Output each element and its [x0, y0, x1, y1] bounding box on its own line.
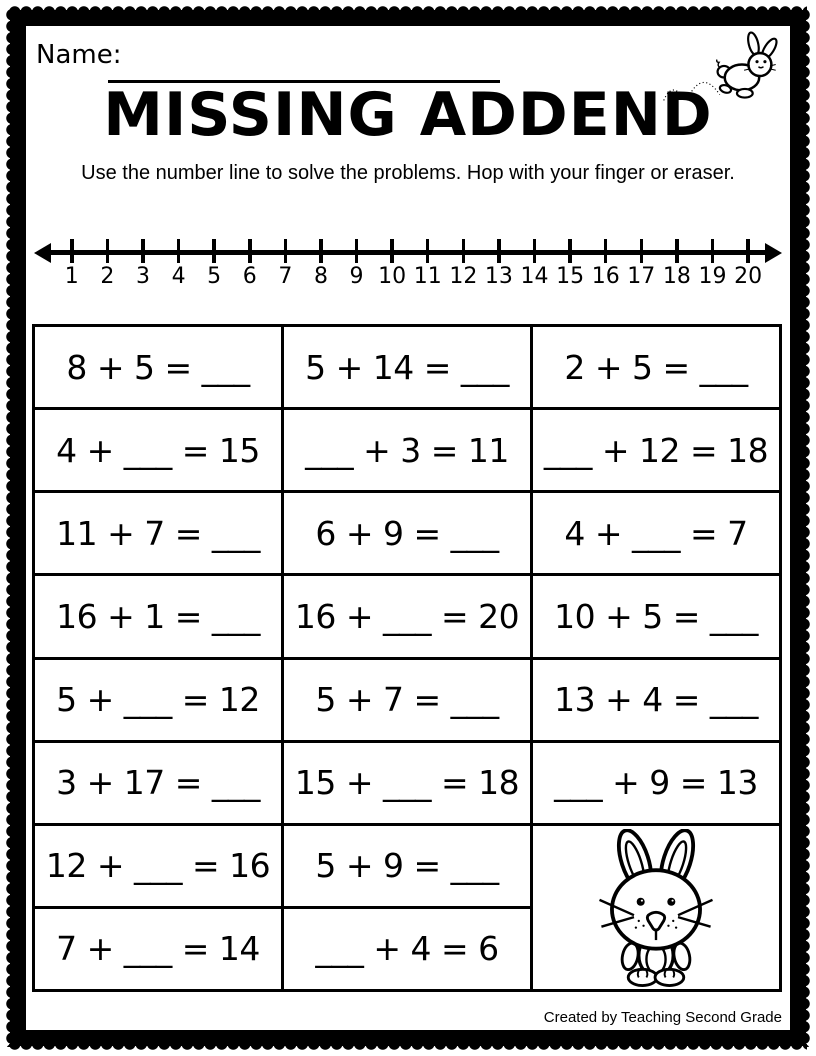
tick-4: 4: [161, 239, 197, 288]
table-row: [34, 492, 781, 575]
table-row: [34, 409, 781, 492]
worksheet-sheet: [26, 26, 790, 1030]
tick-2: 2: [90, 239, 126, 288]
problem-cell[interactable]: 15 + ___ = 18: [283, 741, 532, 824]
tick-1: 1: [54, 239, 90, 288]
tick-5: 5: [196, 239, 232, 288]
table-row: [34, 741, 781, 824]
tick-18: 18: [659, 239, 695, 288]
tick-11: 11: [410, 239, 446, 288]
tick-9: 9: [339, 239, 375, 288]
bunny-image-cell: [532, 824, 781, 990]
arrow-left-icon: [34, 243, 51, 263]
problem-cell[interactable]: 6 + 9 = ___: [283, 492, 532, 575]
credit-line: Created by Teaching Second Grade: [543, 1009, 782, 1026]
tick-8: 8: [303, 239, 339, 288]
problem-cell[interactable]: 2 + 5 = ___: [532, 326, 781, 409]
problem-cell[interactable]: 12 + ___ = 16: [34, 824, 283, 907]
problem-cell[interactable]: 3 + 17 = ___: [34, 741, 283, 824]
sitting-bunny-icon: [583, 829, 729, 987]
number-line: [34, 226, 782, 298]
table-row: [34, 824, 781, 907]
tick-3: 3: [125, 239, 161, 288]
tick-19: 19: [695, 239, 731, 288]
tick-13: 13: [481, 239, 517, 288]
tick-14: 14: [517, 239, 553, 288]
tick-17: 17: [624, 239, 660, 288]
problem-cell[interactable]: 11 + 7 = ___: [34, 492, 283, 575]
scallop-edge-left: [4, 9, 12, 1047]
scallop-edge-top: [9, 4, 807, 12]
table-row: [34, 658, 781, 741]
problem-cell[interactable]: 5 + 9 = ___: [283, 824, 532, 907]
problem-cell[interactable]: ___ + 4 = 6: [283, 907, 532, 990]
problem-cell[interactable]: 16 + 1 = ___: [34, 575, 283, 658]
scallop-edge-bottom: [9, 1044, 807, 1052]
problem-cell[interactable]: 4 + ___ = 15: [34, 409, 283, 492]
problem-cell[interactable]: 13 + 4 = ___: [532, 658, 781, 741]
tick-7: 7: [268, 239, 304, 288]
tick-12: 12: [446, 239, 482, 288]
number-line-ticks: [54, 239, 766, 288]
problem-cell[interactable]: 5 + 7 = ___: [283, 658, 532, 741]
problem-cell[interactable]: 8 + 5 = ___: [34, 326, 283, 409]
tick-6: 6: [232, 239, 268, 288]
table-row: [34, 326, 781, 409]
problem-cell[interactable]: ___ + 12 = 18: [532, 409, 781, 492]
problems-table: [32, 324, 782, 992]
problem-cell[interactable]: 5 + 14 = ___: [283, 326, 532, 409]
page-title: MISSING ADDEND: [103, 80, 713, 150]
scallop-edge-right: [804, 9, 812, 1047]
table-row: [34, 575, 781, 658]
tick-10: 10: [374, 239, 410, 288]
problem-cell[interactable]: 5 + ___ = 12: [34, 658, 283, 741]
tick-16: 16: [588, 239, 624, 288]
problem-cell[interactable]: 7 + ___ = 14: [34, 907, 283, 990]
name-label: Name:: [36, 40, 122, 70]
problem-cell[interactable]: ___ + 9 = 13: [532, 741, 781, 824]
tick-15: 15: [552, 239, 588, 288]
problem-cell[interactable]: 10 + 5 = ___: [532, 575, 781, 658]
problem-cell[interactable]: 16 + ___ = 20: [283, 575, 532, 658]
tick-20: 20: [730, 239, 766, 288]
arrow-right-icon: [765, 243, 782, 263]
problem-cell[interactable]: ___ + 3 = 11: [283, 409, 532, 492]
problem-cell[interactable]: 4 + ___ = 7: [532, 492, 781, 575]
instructions-text: Use the number line to solve the problems. Hop with your finger or eraser.: [81, 162, 735, 184]
